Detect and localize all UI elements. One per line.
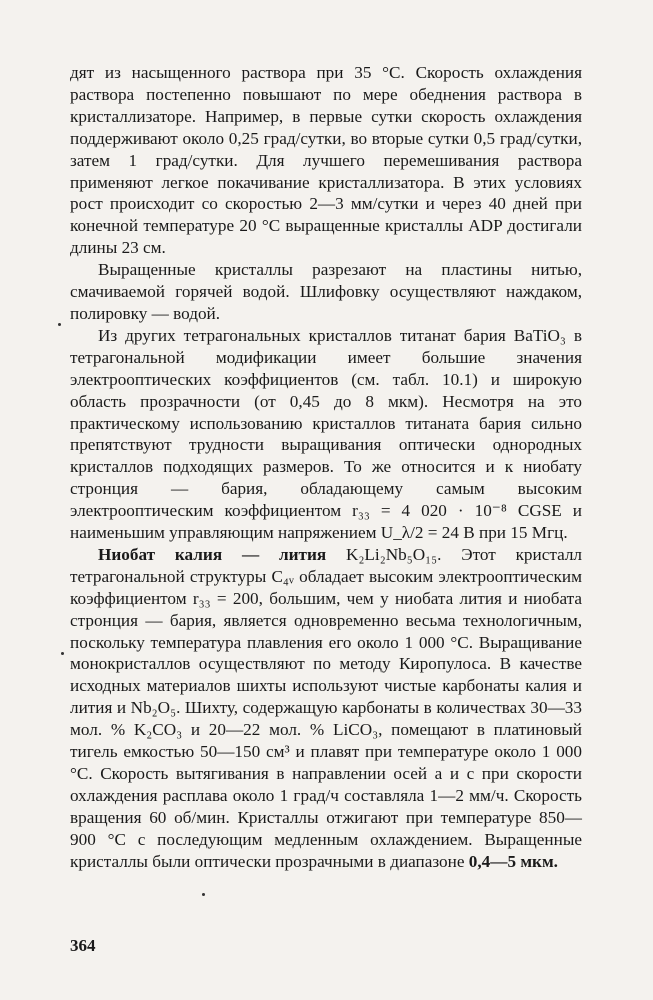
print-speck [58, 323, 61, 326]
paragraph-text: K₂Li₂Nb₅O₁₅. Этот кристалл тетрагональной структуры C₄ᵥ обладает высоким электрооптическим коэффициентом r₃₃ = 200, большим, чем у ниобата лития и ниобата стронция — бария, является одновременно весьма технологичным, поскольку температура плавления его около 1 000 °C. Выращивание монокристаллов осуществляют по методу Киропулоса. В качестве исходных материалов шихты используют чистые карбонаты калия и лития и Nb₂O₅. Шихту, содержащую карбонаты в количествах 30—33 мол. % K₂CO₃ и 20—22 мол. % LiCO₃, помещают в платиновый тигель емкостью 50—150 см³ и плавят при температуре около 1 000 °C. Скорость вытягивания в направлении осей a и c при скорости охлаждения расплава около 1 град/ч составляла 1—2 мм/ч. Скорость вращения 60 об/мин. Кристаллы отжигают при температуре 850—900 °C с последующим медленным охлаждением. Выращенные кристаллы были оптически прозрачными в диапазоне [70, 544, 582, 871]
page-number: 364 [70, 936, 96, 955]
paragraph-potassium-lithium-niobate [70, 544, 582, 873]
paragraph-text: Из других тетрагональных кристаллов титанат бария BaTiO₃ в тетрагональной модификации имеет большие значения электрооптических коэффициентов (см. табл. 10.1) и широкую область прозрачности (от 0,45 до 8 мкм). Несмотря на это практическому использованию кристаллов титаната бария сильно препятствуют трудности выращивания оптически однородных кристаллов подходящих размеров. То же относится и к ниобату стронция — бария, обладающему самым высоким электрооптическим коэффициентом r₃₃ = 4 020 · 10⁻⁸ CGSE и наименьшим управляющим напряжением U_λ/2 = 24 В при 15 Мгц. [70, 325, 582, 543]
section-heading-inline: Ниобат калия — лития [98, 544, 327, 564]
print-speck [61, 652, 64, 655]
paragraph-adp-growth [70, 62, 582, 259]
paragraph-text: дят из насыщенного раствора при 35 °C. Скорость охлаждения раствора постепенно повышают по мере обеднения раствора в кристаллизаторе. Например, в первые сутки скорость охлаждения поддерживают около 0,25 град/сутки, во вторые сутки 0,5 град/сутки, затем 1 град/сутки. Для лучшего перемешивания раствора применяют легкое покачивание кристаллизатора. В этих условиях рост происходит со скоростью 2—3 мм/сутки и через 40 дней при конечной температуре 20 °C выращенные кристаллы ADP достигали длины 23 см. [70, 63, 582, 258]
page-text-body [70, 62, 582, 873]
paragraph-text-bold-end: 0,4—5 мкм. [468, 851, 558, 871]
paragraph-cutting [70, 259, 582, 325]
paragraph-text: Выращенные кристаллы разрезают на пластины нитью, смачиваемой горячей водой. Шлифовку осуществляют наждаком, полировку — водой. [70, 260, 582, 323]
print-speck [202, 893, 205, 896]
paragraph-barium-titanate [70, 325, 582, 544]
